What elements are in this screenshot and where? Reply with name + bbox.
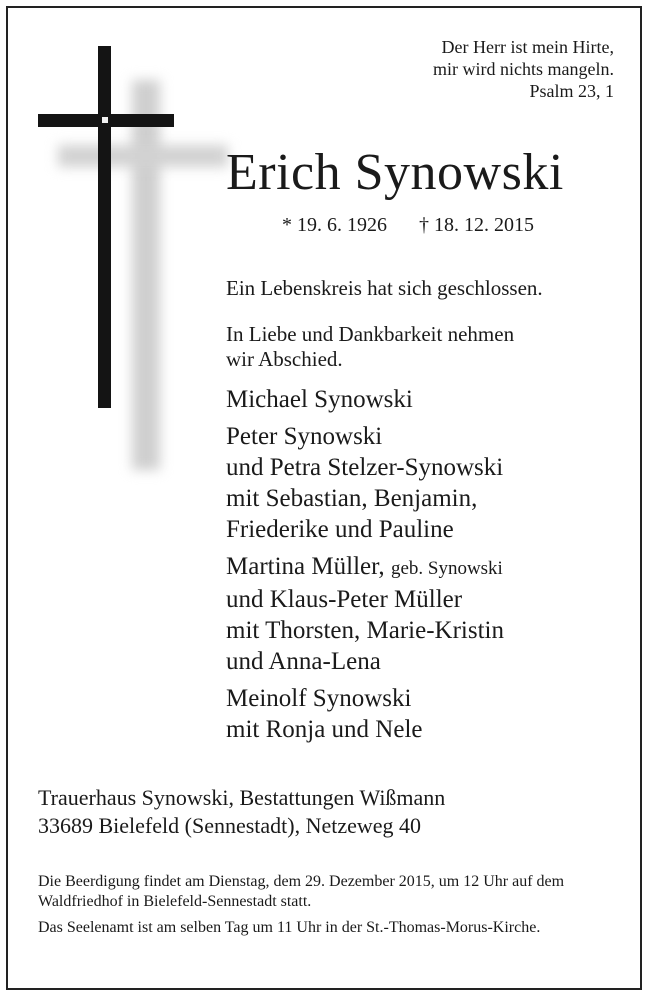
funeral-home-line-2: 33689 Bielefeld (Sennestadt), Netzeweg 40 — [38, 813, 422, 838]
cross-center — [102, 117, 108, 123]
family-head — [226, 551, 626, 584]
family-head-name: Martina Müller, — [226, 553, 385, 580]
funeral-home-address — [38, 784, 445, 840]
family-line: Peter Synowski — [226, 423, 383, 450]
psalm-line-1: Der Herr ist mein Hirte, — [441, 37, 614, 57]
family-line: und Petra Stelzer-Synowski — [226, 454, 504, 481]
family-group — [226, 551, 626, 677]
family-group — [226, 421, 626, 545]
mourners-list — [226, 384, 626, 751]
family-group — [226, 384, 626, 415]
family-line: mit Thorsten, Marie-Kristin — [226, 617, 504, 644]
cross-icon — [30, 40, 230, 460]
birth-date: * 19. 6. 1926 — [282, 214, 387, 236]
farewell-line-2: wir Abschied. — [226, 347, 343, 371]
burial-notice: Die Beerdigung findet am Dienstag, dem 29. Dezember 2015, um 12 Uhr auf dem Waldfriedhof in Bielefeld-Sennestadt statt. — [38, 873, 565, 910]
family-line: Michael Synowski — [226, 386, 413, 413]
mass-notice: Das Seelenamt ist am selben Tag um 11 Uhr in der St.-Thomas-Morus-Kirche. — [38, 919, 541, 936]
family-line: mit Sebastian, Benjamin, — [226, 485, 478, 512]
cross-vertical-beam — [98, 46, 111, 408]
family-line: und Klaus-Peter Müller — [226, 586, 463, 613]
deceased-name: Erich Synowski — [226, 144, 564, 201]
death-date: † 18. 12. 2015 — [419, 214, 534, 236]
psalm-reference: Psalm 23, 1 — [529, 81, 614, 101]
family-line: mit Ronja und Nele — [226, 716, 423, 743]
service-notice — [38, 872, 618, 944]
psalm-line-2: mir wird nichts mangeln. — [433, 59, 614, 79]
family-line: und Anna-Lena — [226, 648, 381, 675]
family-group — [226, 683, 626, 745]
family-line: Meinolf Synowski — [226, 685, 412, 712]
farewell-line-1: In Liebe und Dankbarkeit nehmen — [226, 322, 515, 346]
cross-shadow-vertical — [132, 80, 160, 470]
intro-line: Ein Lebenskreis hat sich geschlossen. — [226, 276, 543, 300]
life-dates — [282, 214, 534, 237]
farewell-text — [226, 322, 606, 372]
family-line: Friederike und Pauline — [226, 516, 454, 543]
funeral-home-line-1: Trauerhaus Synowski, Bestattungen Wißmann — [38, 785, 446, 810]
family-head-nee: geb. Synowski — [390, 558, 503, 579]
psalm-quote — [433, 36, 614, 102]
cross-shadow-horizontal — [58, 145, 228, 167]
